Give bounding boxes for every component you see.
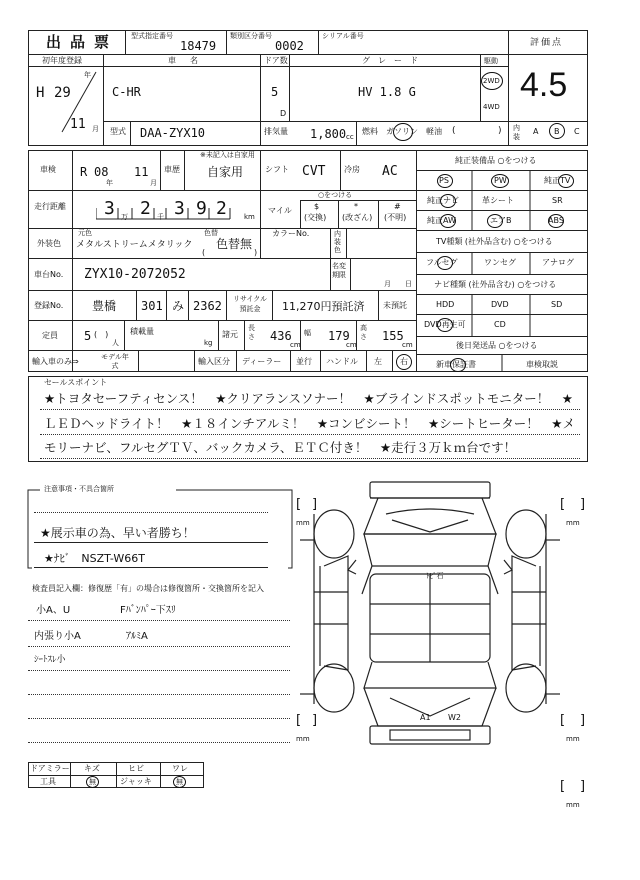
equip-pw: PW — [494, 176, 507, 185]
shift-label: シフト — [265, 165, 289, 174]
tread-fl-unit: mm — [296, 519, 310, 527]
import-parallel: 並行 — [296, 357, 312, 366]
inspection-label: 車検 — [40, 165, 56, 174]
notes-label: 注意事項・不具合箇所 — [44, 485, 114, 493]
displacement-label: 排気量 — [264, 127, 288, 136]
equip-sr: SR — [552, 196, 563, 205]
mileage-digit-3: 3 — [174, 198, 185, 219]
inspection-month: 11 — [134, 165, 149, 179]
navi-cd: CD — [494, 320, 506, 329]
fuel-other-open: ( — [452, 126, 456, 136]
reg-area: 豊橋 — [92, 299, 117, 313]
score: 4.5 — [520, 66, 568, 104]
length-label: 長さ — [248, 324, 255, 341]
first-reg-label: 初年度登録 — [42, 56, 82, 65]
interior-a: A — [533, 127, 539, 136]
legend-jack: ジャッキ — [120, 777, 152, 786]
fuel-other-close: ) — [498, 126, 502, 136]
inspection-year-unit: 年 — [106, 179, 113, 187]
tv-fullseg: フルセグ — [426, 258, 458, 267]
tread-spare-close: ] — [580, 779, 586, 794]
mileage-unit: km — [244, 213, 255, 221]
equip-grid-lines — [417, 170, 588, 372]
model: DAA-ZYX10 — [140, 126, 206, 140]
capacity: 5 — [84, 329, 92, 343]
sales-line-1: ★トヨタセーフティセンス！ ★クリアランスソナー！ ★ブラインドスポットモニター！ ★ — [44, 391, 573, 406]
ac: AC — [382, 164, 398, 179]
first-reg-year: 29 — [54, 85, 71, 101]
later-title: 後日発送品 ○をつける — [456, 341, 538, 350]
later-warranty: 新車保証書 — [436, 360, 476, 369]
reg-class: 301 — [141, 299, 163, 313]
tread-rl-open: [ — [296, 713, 302, 728]
grade: HV 1.8 G — [358, 85, 416, 99]
navi-hdd: HDD — [436, 300, 455, 309]
height-unit: cm — [402, 341, 413, 349]
navi-dvd-play: DVD再生可 — [424, 320, 466, 329]
class-no-label: 類別区分番号 — [230, 32, 272, 40]
mileage-unknown: (不明) — [384, 213, 407, 222]
mileage-digit-1: 3 — [104, 198, 115, 219]
equip-abs: ABS — [548, 216, 564, 225]
car-name: C-HR — [112, 85, 141, 99]
doors: 5 — [271, 85, 279, 99]
legend-tools-mark: 無 — [89, 778, 96, 786]
mileage-mode-label: ○をつける — [318, 191, 353, 199]
load-unit: kg — [204, 339, 213, 347]
repaint-label: 色替 — [204, 229, 218, 237]
diagram-mark-chip: ﾄﾋﾞ石 — [426, 572, 444, 580]
inspection-era: R — [80, 165, 88, 179]
mileage-label: 走行距離 — [34, 202, 66, 211]
title-day-unit: 日 — [405, 280, 412, 288]
serial-label: シリアル番号 — [322, 32, 364, 40]
diagram-mark-a1: A1 — [420, 713, 431, 722]
interior-color-label: 内装色 — [334, 230, 341, 254]
drive-4wd: 4WD — [483, 103, 500, 111]
drive-2wd: 2WD — [483, 77, 500, 85]
tread-rr-close: ] — [580, 713, 586, 728]
recycle-unpaid: 未預託 — [383, 301, 407, 310]
type-no: 18479 — [180, 39, 217, 53]
chassis: ZYX10-2072052 — [84, 267, 186, 282]
navi-dvd: DVD — [491, 300, 509, 309]
tread-fr-close: ] — [580, 497, 586, 512]
tread-fr-unit: mm — [566, 519, 580, 527]
tv-analog: アナログ — [542, 258, 574, 267]
shift: CVT — [302, 164, 326, 179]
equip-leather: 革シート — [482, 196, 514, 205]
later-manual: 車検取説 — [526, 360, 558, 369]
equip-ps: PS — [439, 176, 449, 185]
legend-tools: 工具 — [40, 777, 56, 786]
notes-line-2: ★ﾅﾋﾞ NSZT-W66T — [44, 552, 145, 565]
tv-title: TV種類 (社外品含む) ○をつける — [436, 237, 553, 246]
car-name-label: 車 名 — [168, 56, 201, 65]
equip-airbag: エアB — [490, 216, 512, 225]
mileage-swap-sym: $ — [314, 202, 320, 211]
mileage-digit-5: 2 — [216, 198, 227, 219]
fuel-label: 燃料 — [362, 127, 378, 136]
inspector-line-2-b: ｱﾙﾐA — [126, 631, 148, 642]
title-month-unit: 月 — [384, 280, 391, 288]
inspector-line-3-a: ｼｰﾄｽﾚ小 — [34, 655, 66, 665]
legend-header-scratch: キズ — [84, 764, 100, 773]
length: 436 — [270, 329, 292, 343]
legend-header-crack: ヒビ — [128, 764, 144, 773]
reg-kana: み — [172, 299, 185, 313]
reg-num: 2362 — [193, 299, 222, 313]
tread-fl-open: [ — [296, 497, 302, 512]
handle-right-circle — [396, 354, 412, 370]
inspector-line-1-a: 小A、U — [36, 605, 71, 616]
tread-fr-open: [ — [560, 497, 566, 512]
recycle: 11,270円預託済 — [282, 300, 365, 313]
mileage-digit-4: 9 — [196, 198, 207, 219]
mileage-digit-2: 2 — [140, 198, 151, 219]
mileage-swap: (交換) — [304, 213, 327, 222]
mileage-man: 万 — [121, 213, 128, 221]
fuel-diesel: 軽油 — [426, 127, 442, 136]
notes-line-1: ★展示車の為、早い者勝ち！ — [40, 526, 195, 540]
color: メタルストリームメタリック — [76, 240, 193, 250]
class-no: 0002 — [275, 39, 304, 53]
width-unit: cm — [346, 341, 357, 349]
legend-tools-circle — [86, 776, 99, 788]
year-unit: 年 — [84, 71, 91, 79]
chassis-label: 車台No. — [34, 270, 64, 279]
width: 179 — [328, 329, 350, 343]
inspector-line-2-a: 内張り小A — [34, 631, 81, 642]
legend-jack-circle — [173, 776, 186, 788]
height-label: 高さ — [360, 324, 367, 341]
height: 155 — [382, 329, 404, 343]
tread-rr-open: [ — [560, 713, 566, 728]
tread-rr-unit: mm — [566, 735, 580, 743]
navi-sd: SD — [551, 300, 563, 309]
interior-c: C — [574, 127, 580, 136]
tv-oneseg: ワンセグ — [484, 258, 516, 267]
displacement-unit: cc — [346, 133, 354, 141]
mileage-tamper: (改ざん) — [342, 213, 373, 222]
equipment-title: 純正装備品 ○をつける — [455, 156, 537, 165]
mileage-tamper-sym: * — [354, 202, 358, 211]
equip-navi: 純正ナビ — [427, 196, 459, 205]
usage-label: 車歴 — [164, 165, 180, 174]
fuel-gasoline-circle — [393, 123, 413, 141]
equip-tv: 純正TV — [544, 176, 571, 185]
import-dealer: ディーラー — [242, 357, 282, 366]
import-label: 輸入車のみ⇒ — [32, 357, 79, 366]
tread-rl-unit: mm — [296, 735, 310, 743]
repaint-paren-open: ( — [202, 248, 206, 257]
import-type-label: 輸入区分 — [198, 357, 230, 366]
capacity-paren: ( ) — [94, 330, 109, 339]
door-type: D — [280, 109, 287, 118]
handle-label: ハンドル — [326, 357, 358, 366]
mileage-sen: 千 — [157, 213, 164, 221]
capacity-unit: 人 — [112, 339, 119, 347]
reg-label: 登録No. — [34, 301, 64, 310]
color-label: 外装色 — [37, 239, 61, 248]
diagram-mark-w2: W2 — [448, 713, 461, 722]
dim-label: 諸元 — [222, 330, 238, 339]
model-label: 型式 — [110, 127, 126, 136]
capacity-label: 定員 — [42, 331, 58, 340]
fuel-gasoline: ガソリン — [386, 127, 418, 136]
interior-b-circle — [549, 123, 565, 139]
drive-label: 駆動 — [484, 57, 498, 65]
tread-rl-close: ] — [312, 713, 318, 728]
recycle-label: リサイクル預託金 — [232, 295, 268, 313]
legend-header-break: ワレ — [172, 764, 188, 773]
first-reg-era: H — [36, 85, 45, 101]
legend-header-mirror: ドアミラー — [30, 764, 70, 773]
width-label: 幅 — [304, 329, 311, 337]
type-no-label: 型式指定番号 — [131, 32, 173, 40]
inspection-month-unit: 月 — [150, 179, 157, 187]
length-unit: cm — [290, 341, 301, 349]
model-year-label: モデル年式 — [101, 353, 129, 370]
displacement: 1,800 — [310, 127, 347, 141]
navi-title: ナビ種類 (社外品含む) ○をつける — [434, 280, 557, 289]
mileage-unknown-sym: # — [394, 202, 401, 211]
sales-line-2: ＬＥＤヘッドライト！ ★１８インチアルミ！ ★コンビシート！ ★シートヒーター！ ★メ — [44, 416, 575, 431]
inspector-label: 検査員記入欄：修復歴「有」の場合は修復箇所・交換箇所を記入 — [32, 584, 264, 593]
tread-spare-unit: mm — [566, 801, 580, 809]
load-label: 積載量 — [130, 327, 154, 336]
mileage-mile: マイル — [268, 206, 292, 215]
drive-2wd-circle — [481, 72, 503, 90]
tread-spare-open: [ — [560, 779, 566, 794]
legend-jack-mark: 無 — [176, 778, 183, 786]
repaint-paren-close: ) — [254, 248, 258, 257]
color-no-label: カラーNo. — [272, 229, 310, 238]
month-unit: 月 — [92, 125, 99, 133]
interior-label: 内装 — [513, 124, 520, 141]
interior-b: B — [554, 127, 560, 136]
doors-label: ドア数 — [264, 56, 288, 65]
usage-note: ※未記入は自家用 — [200, 151, 255, 159]
color-orig-label: 元色 — [78, 229, 92, 237]
ac-label: 冷房 — [344, 165, 360, 174]
handle-left: 左 — [374, 357, 382, 366]
inspection-year: 08 — [94, 165, 109, 179]
grade-label: グ レ ー ド — [362, 56, 418, 65]
form-title: 出品票 — [46, 33, 119, 51]
sales-line-3: モリーナビ、フルセグＴＶ、バックカメラ、ＥＴＣ付き！ ★走行３万ｋｍ台です！ — [44, 440, 517, 455]
score-label: 評価点 — [530, 38, 564, 48]
handle-right: 右 — [400, 357, 408, 366]
equip-aw: 純正AW — [427, 216, 456, 225]
title-change-label: 名変期限 — [332, 262, 346, 279]
mileage-boxes — [96, 194, 241, 220]
inspector-line-1-b: Fﾊﾞﾝﾊﾟｰ下ｽﾘ — [120, 605, 176, 616]
first-reg-month: 11 — [70, 117, 86, 132]
usage: 自家用 — [207, 165, 244, 179]
sales-label: セールスポイント — [44, 378, 108, 387]
tread-fl-close: ] — [312, 497, 318, 512]
repaint: 色替無 — [216, 237, 253, 251]
